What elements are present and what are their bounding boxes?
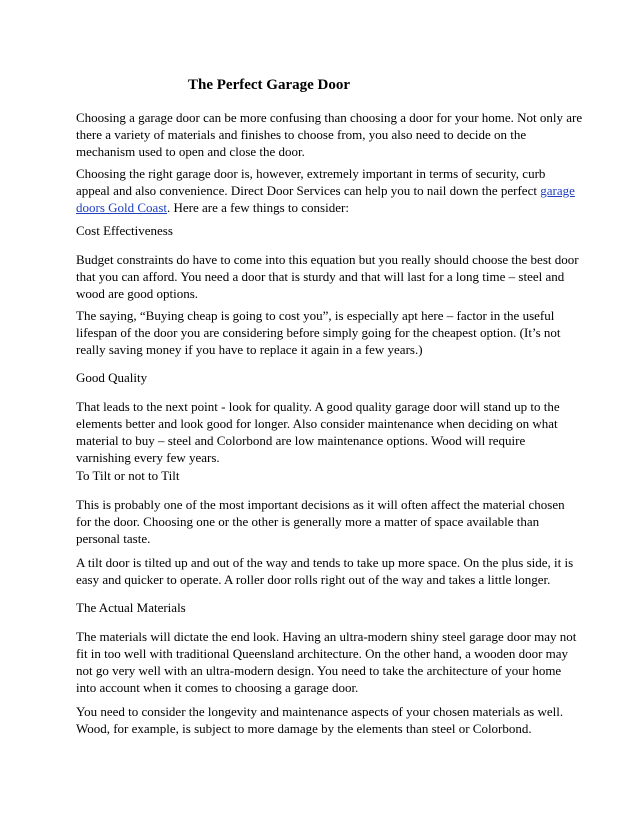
quality-paragraph — [76, 398, 566, 466]
paragraph-text: appeal and also convenience. Direct Door Services can help you to nail down the perfect — [76, 183, 541, 198]
paragraph-line: Choosing a garage door can be more confusing than choosing a door for your home. Not only are — [76, 110, 583, 125]
paragraph-line: This is probably one of the most important decisions as it will often affect the material chosen — [76, 497, 565, 512]
tilt-paragraph-1 — [76, 496, 566, 547]
paragraph-line — [76, 199, 566, 216]
heading-good-quality: Good Quality — [76, 370, 148, 385]
paragraph-line: not go very well with an ultra-modern design. You need to take the architecture of your home — [76, 663, 562, 678]
materials-paragraph-1 — [76, 628, 577, 696]
paragraph-line: varnishing every few years. — [76, 450, 220, 465]
paragraph-line: material to buy – steel and Colorbond are low maintenance options. Wood will require — [76, 433, 526, 448]
heading-cost-effectiveness: Cost Effectiveness — [76, 223, 173, 238]
paragraph-line — [76, 182, 575, 199]
heading-actual-materials: The Actual Materials — [76, 600, 186, 615]
paragraph-line: Choosing the right garage door is, however, extremely important in terms of security, curb — [76, 166, 546, 181]
garage-doors-link-part2[interactable]: doors Gold Coast — [76, 200, 167, 215]
paragraph-line: easy and quicker to operate. A roller door rolls right out of the way and takes a little longer. — [76, 572, 551, 587]
cost-paragraph-2 — [76, 307, 566, 358]
paragraph-line: You need to consider the longevity and maintenance aspects of your chosen materials as well. — [76, 704, 564, 719]
paragraph-line: into account when it comes to choosing a garage door. — [76, 680, 359, 695]
tilt-paragraph-2 — [76, 554, 574, 588]
paragraph-line: elements better and look good for longer. Also consider maintenance when deciding on what — [76, 416, 558, 431]
paragraph-line: That leads to the next point - look for quality. A good quality garage door will stand up to the — [76, 399, 560, 414]
paragraph-line: The saying, “Buying cheap is going to cost you”, is especially apt here – factor in the useful — [76, 308, 555, 323]
paragraph-line: The materials will dictate the end look. Having an ultra-modern shiny steel garage door may not — [76, 629, 577, 644]
paragraph-line: fit in too well with traditional Queensland architecture. On the other hand, a wooden door may — [76, 646, 569, 661]
services-paragraph — [76, 165, 575, 216]
paragraph-line: lifespan of the door you are considering before simply going for the cheapest option. (It’s not — [76, 325, 561, 340]
heading-tilt: To Tilt or not to Tilt — [76, 468, 180, 483]
paragraph-text: . Here are a few things to consider: — [167, 200, 349, 215]
paragraph-line: A tilt door is tilted up and out of the way and tends to take up more space. On the plus side, it is — [76, 555, 574, 570]
garage-doors-link-part1[interactable]: garage — [540, 183, 575, 198]
document-title: The Perfect Garage Door — [188, 77, 351, 93]
paragraph-line: wood are good options. — [76, 286, 199, 301]
intro-paragraph — [76, 109, 583, 160]
paragraph-line: personal taste. — [76, 531, 151, 546]
paragraph-line: for the door. Choosing one or the other is generally more a matter of space available than — [76, 514, 540, 529]
paragraph-line: there a variety of materials and finishes to choose from, you also need to decide on the — [76, 127, 527, 142]
paragraph-line: Budget constraints do have to come into this equation but you really should choose the best door — [76, 252, 579, 267]
paragraph-line: that you can afford. You need a door that is sturdy and that will last for a long time – steel and — [76, 269, 565, 284]
cost-paragraph-1 — [76, 251, 579, 302]
paragraph-line: Wood, for example, is subject to more damage by the elements than steel or Colorbond. — [76, 721, 532, 736]
paragraph-line: really saving money if you have to replace it again in a few years.) — [76, 342, 423, 357]
materials-paragraph-2 — [76, 703, 566, 737]
paragraph-line: mechanism used to open and close the door. — [76, 144, 305, 159]
